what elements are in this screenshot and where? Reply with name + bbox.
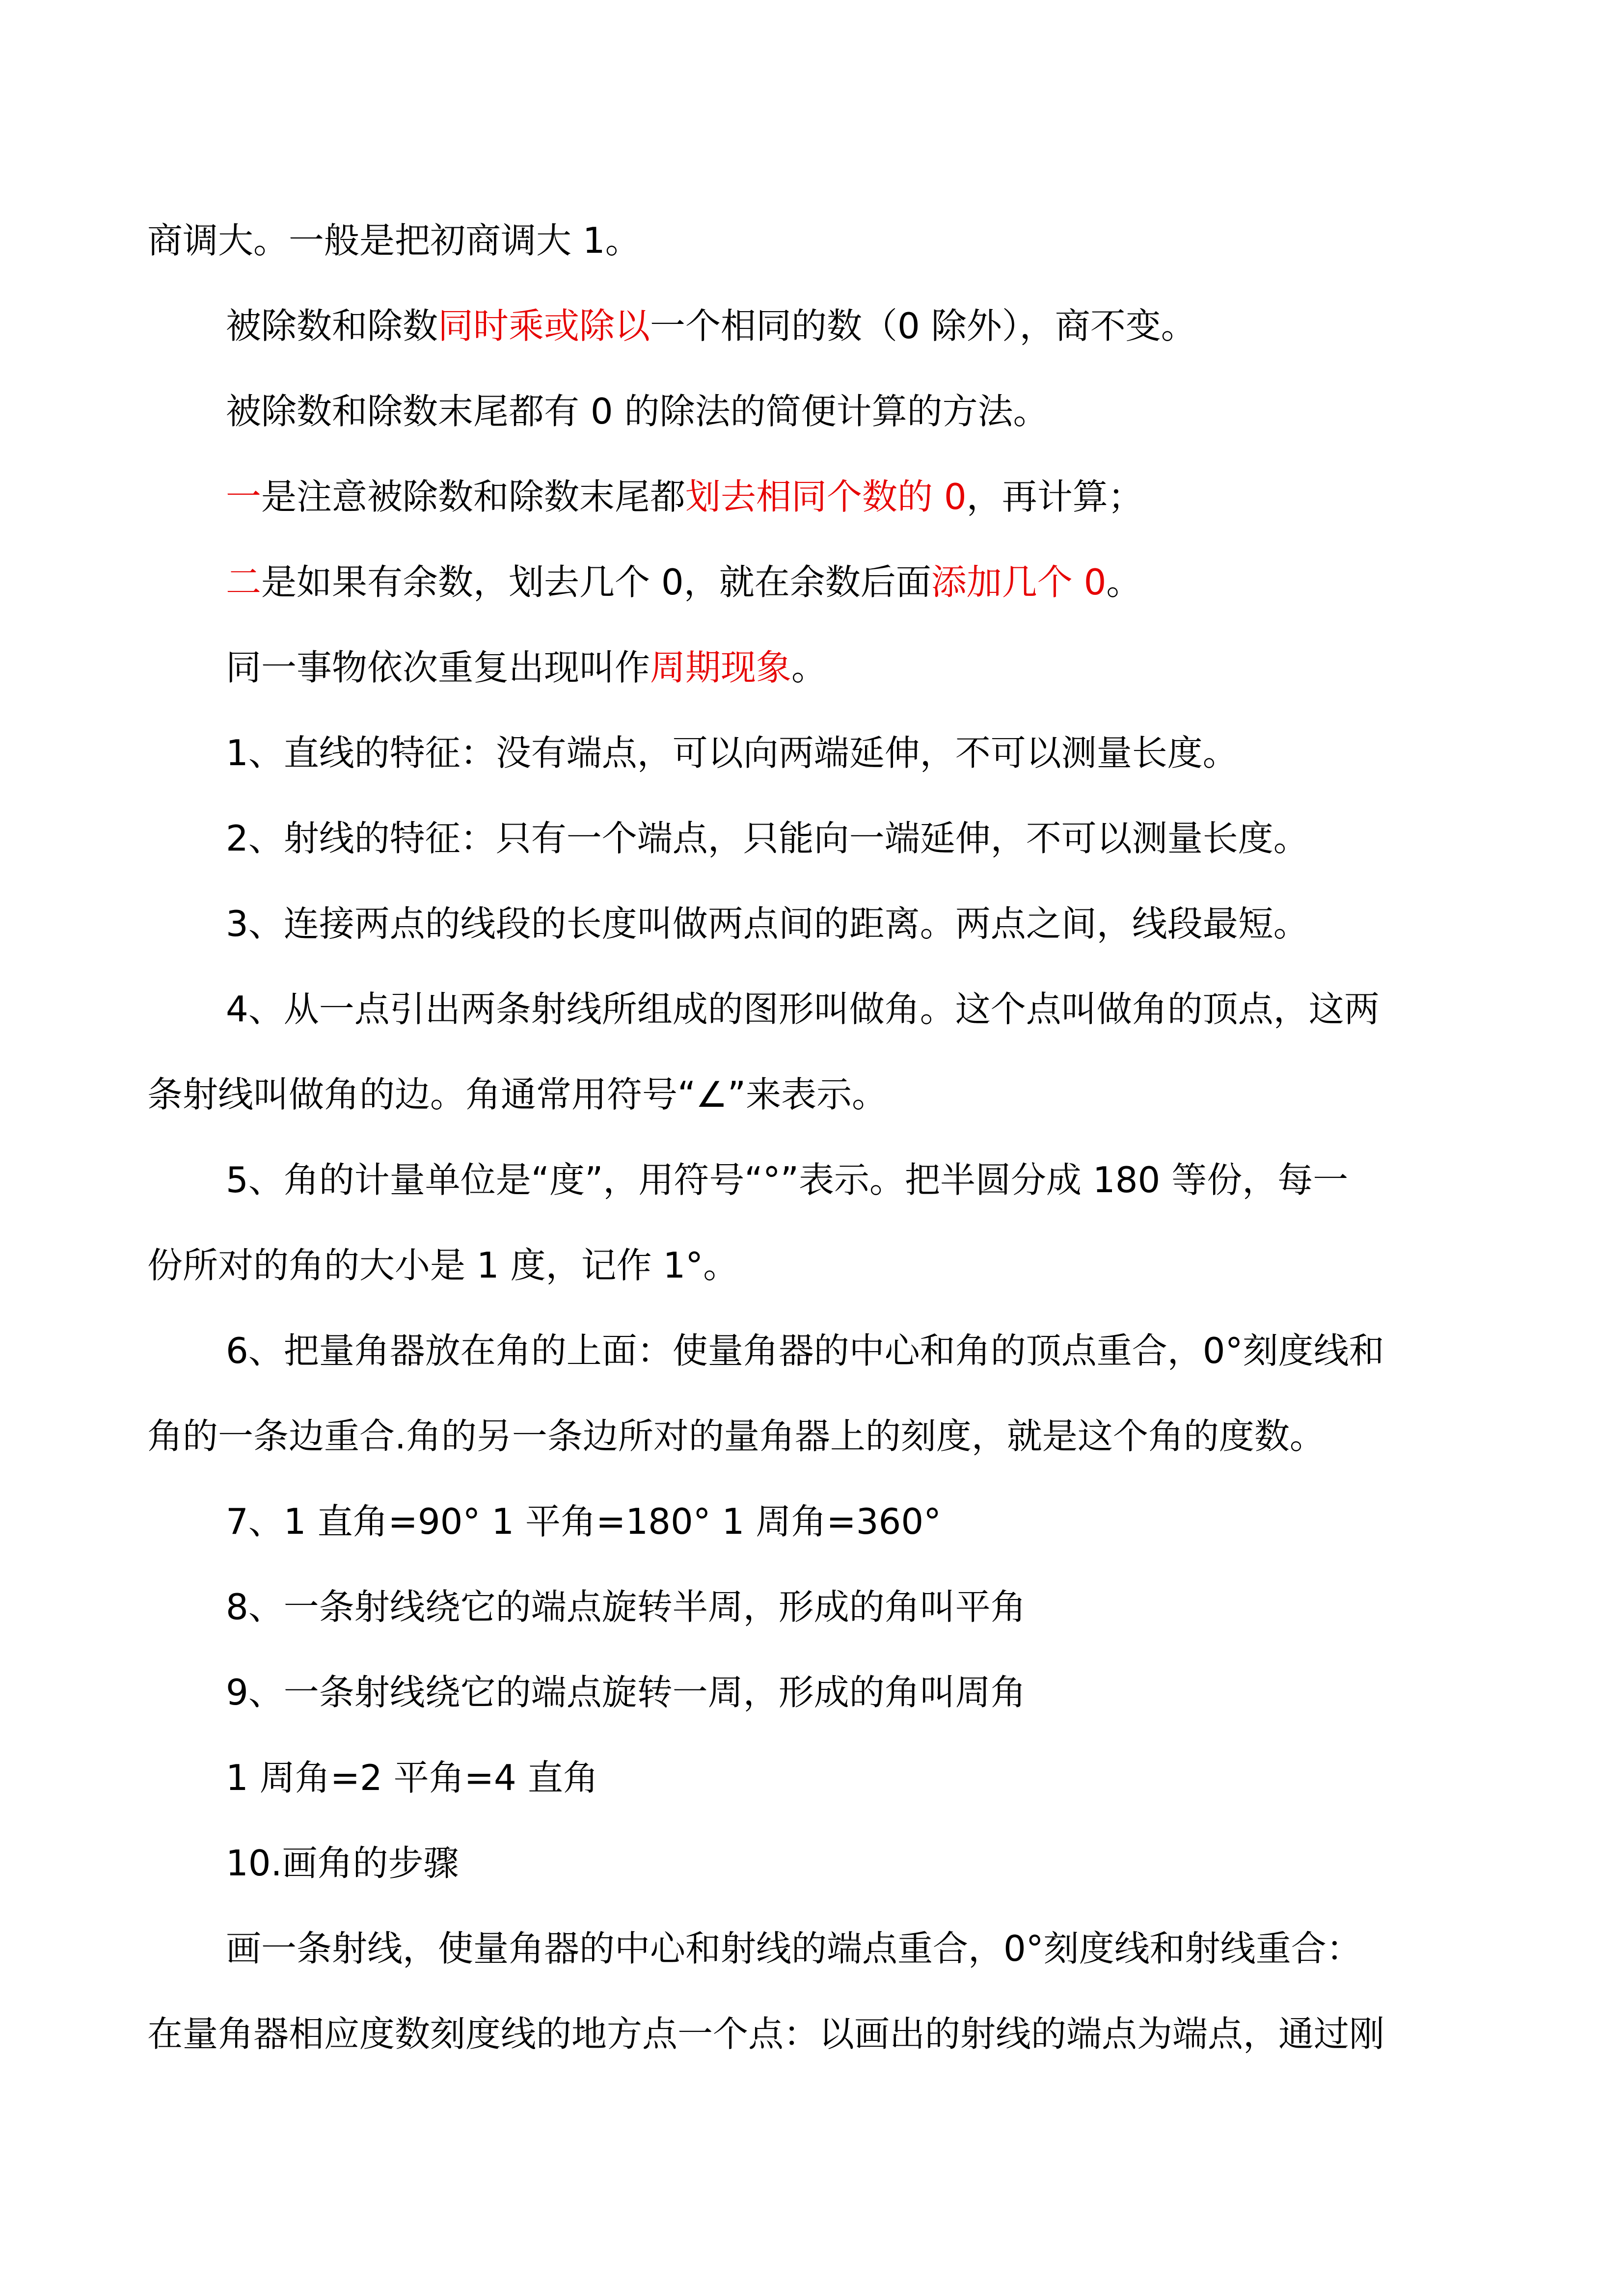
- line-11-seg-1: 条射线叫做角的边。角通常用符号“∠”来表示。: [147, 1074, 888, 1115]
- text-line-4: [226, 462, 1492, 531]
- line-9-seg-1: 3、连接两点的线段的长度叫做两点间的距离。两点之间，线段最短。: [226, 903, 1309, 944]
- line-1-seg-1: 商调大。一般是把初商调大 1。: [147, 220, 641, 261]
- line-15-seg-1: 角的一条边重合.角的另一条边所对的量角器上的刻度，就是这个角的度数。: [147, 1415, 1325, 1457]
- line-2-highlight: 同时乘或除以: [438, 305, 650, 347]
- text-line-19: [226, 1743, 1492, 1812]
- text-line-2: [226, 292, 1492, 360]
- text-line-21: [226, 1914, 1492, 1983]
- text-line-20: [226, 1829, 1492, 1897]
- line-10-seg-1: 4、从一点引出两条射线所组成的图形叫做角。这个点叫做角的顶点，这两: [226, 988, 1380, 1030]
- line-6-seg-1: 同一事物依次重复出现叫作: [226, 647, 650, 688]
- line-17-seg-1: 8、一条射线绕它的端点旋转半周，形成的角叫平角: [226, 1586, 1026, 1628]
- line-4-highlight-1: 一: [226, 476, 262, 517]
- line-2-seg-1: 被除数和除数: [226, 305, 438, 347]
- text-line-13: [147, 1231, 1492, 1300]
- text-line-16: [226, 1487, 1492, 1556]
- text-line-5: [226, 548, 1492, 616]
- line-5-seg-2: 是如果有余数，划去几个 0，就在余数后面: [261, 561, 931, 603]
- line-5-seg-4: 。: [1106, 561, 1142, 603]
- line-2-seg-3: 一个相同的数（0 除外），商不变。: [650, 305, 1196, 347]
- line-6-seg-3: 。: [791, 647, 827, 688]
- text-line-22: [147, 2000, 1492, 2068]
- text-line-6: [226, 633, 1492, 702]
- text-line-12: [226, 1146, 1492, 1214]
- line-4-seg-4: ，再计算；: [966, 476, 1143, 517]
- text-line-9: [226, 889, 1492, 958]
- line-12-seg-1: 5、角的计量单位是“度”，用符号“°”表示。把半圆分成 180 等份，每一: [226, 1159, 1349, 1201]
- text-line-11: [147, 1060, 1492, 1129]
- line-20-seg-1: 10.画角的步骤: [226, 1842, 459, 1884]
- line-14-seg-1: 6、把量角器放在角的上面：使量角器的中心和角的顶点重合，0°刻度线和: [226, 1330, 1384, 1371]
- text-line-1: [147, 206, 1492, 275]
- text-line-18: [226, 1658, 1492, 1727]
- text-line-7: [226, 719, 1492, 787]
- line-19-seg-1: 1 周角=2 平角=4 直角: [226, 1757, 598, 1798]
- text-line-15: [147, 1402, 1492, 1470]
- line-4-highlight-2: 划去相同个数的 0: [685, 476, 967, 517]
- line-5-highlight-2: 添加几个 0: [931, 561, 1107, 603]
- line-4-seg-2: 是注意被除数和除数末尾都: [261, 476, 686, 517]
- text-line-3: [226, 377, 1492, 446]
- line-13-seg-1: 份所对的角的大小是 1 度，记作 1°。: [147, 1245, 739, 1286]
- line-7-seg-1: 1、直线的特征：没有端点，可以向两端延伸，不可以测量长度。: [226, 732, 1238, 774]
- text-line-14: [226, 1316, 1492, 1385]
- text-line-8: [226, 804, 1492, 873]
- text-line-17: [226, 1573, 1492, 1641]
- line-3-seg-1: 被除数和除数末尾都有 0 的除法的简便计算的方法。: [226, 391, 1049, 432]
- line-21-seg-1: 画一条射线，使量角器的中心和射线的端点重合，0°刻度线和射线重合：: [226, 1928, 1362, 1969]
- line-22-seg-1: 在量角器相应度数刻度线的地方点一个点：以画出的射线的端点为端点，通过刚: [147, 2013, 1385, 2055]
- line-5-highlight-1: 二: [226, 561, 262, 603]
- line-8-seg-1: 2、射线的特征：只有一个端点，只能向一端延伸，不可以测量长度。: [226, 818, 1309, 859]
- line-16-seg-1: 7、1 直角=90° 1 平角=180° 1 周角=360°: [226, 1501, 942, 1542]
- text-line-10: [226, 975, 1492, 1043]
- line-18-seg-1: 9、一条射线绕它的端点旋转一周，形成的角叫周角: [226, 1672, 1026, 1713]
- line-6-highlight: 周期现象: [650, 647, 792, 688]
